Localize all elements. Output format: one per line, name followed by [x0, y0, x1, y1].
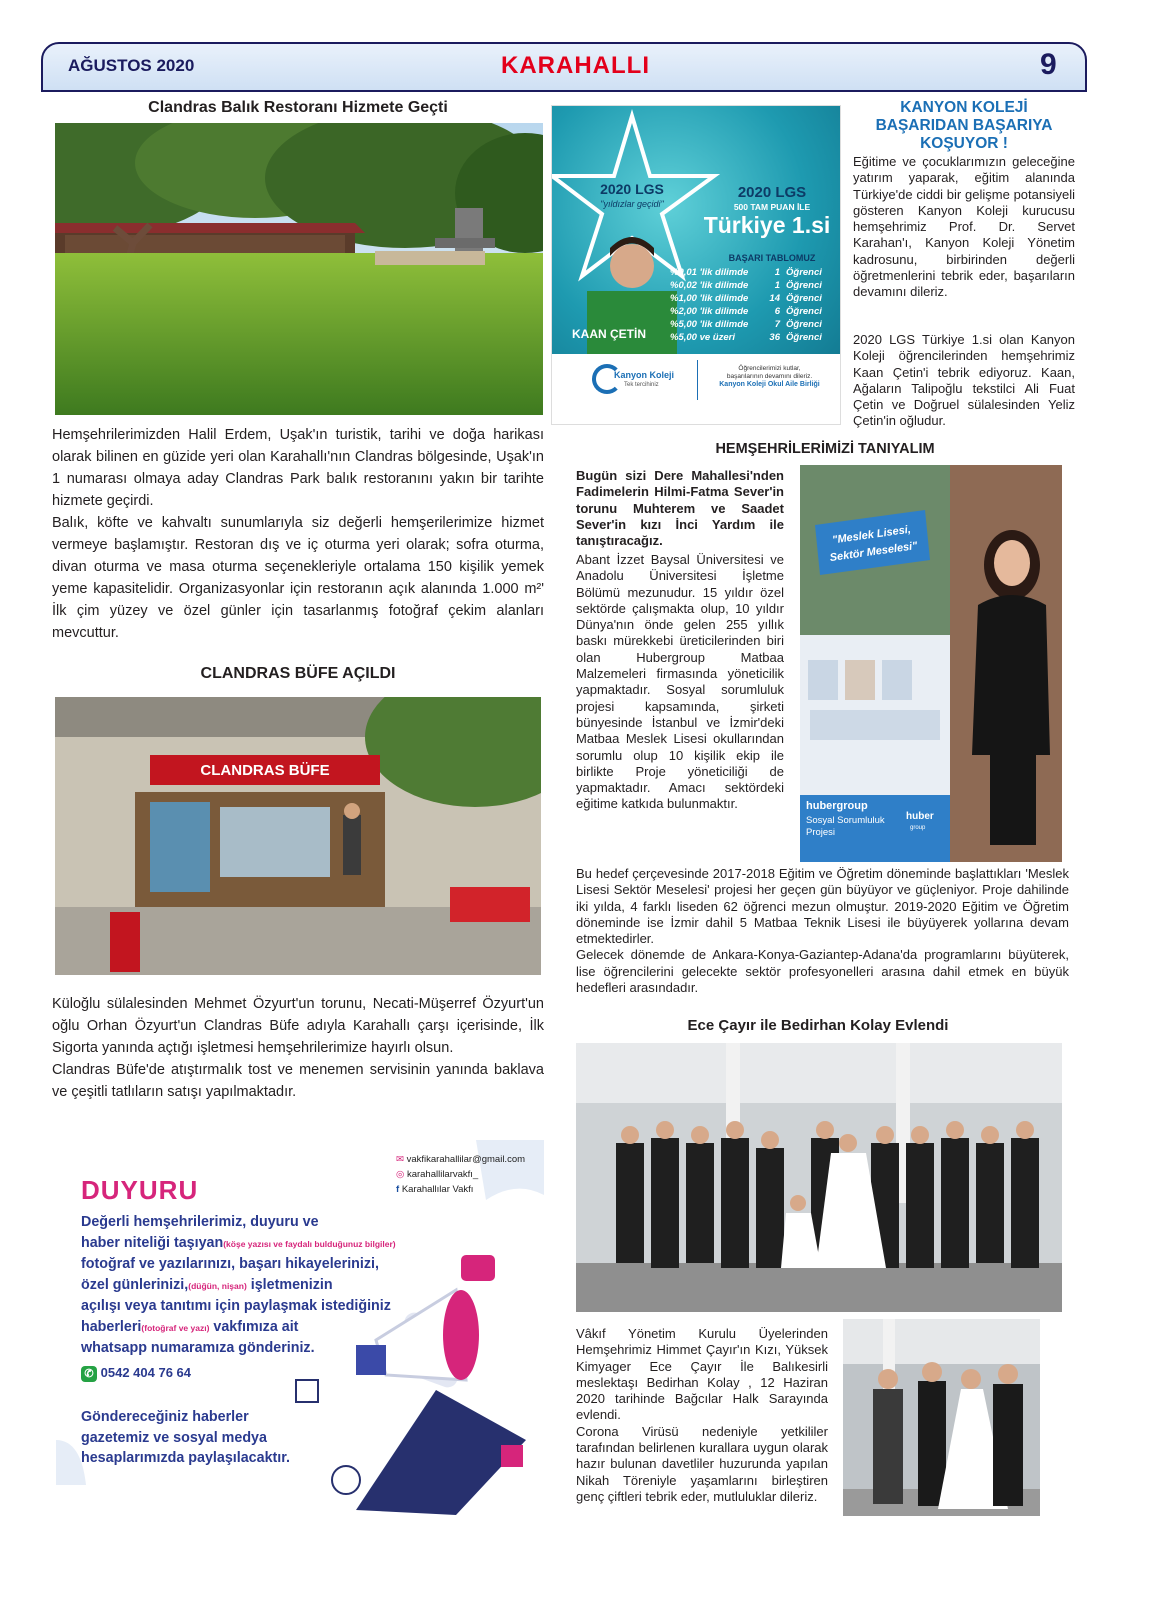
banner-quote-1: "Meslek Lisesi,	[831, 523, 912, 547]
kanyon-lgs-advert	[551, 105, 841, 425]
school-slogan: Tek tercihiniz	[624, 382, 659, 388]
article2-headline: CLANDRAS BÜFE AÇILDI	[200, 665, 396, 682]
success-table-title: BAŞARI TABLOMUZ	[728, 253, 816, 263]
success-table-row	[670, 305, 840, 318]
article1-body	[52, 424, 544, 644]
success-row-label: %0,01 'lik dilimde	[670, 267, 749, 278]
newspaper-title: KARAHALLI	[501, 52, 650, 79]
duyuru-footer-line: hesaplarımızda paylaşılacaktır.	[81, 1450, 291, 1466]
tanıyalım-continuation	[576, 866, 1069, 996]
success-row-label: %5,00 'lik dilimde	[670, 319, 749, 330]
duyuru-line-note: (fotoğraf ve yazı)	[141, 1322, 210, 1333]
success-row-unit: Öğrenci	[786, 332, 822, 343]
article1-paragraph: Hemşehrilerimizden Halil Erdem, Uşak'ın turistik, tarihi ve doğa harikası olarak bilinen en güzide yeri olan Karahallı'nın Clandras bölgesinde, Uşak'ın 1 numarası olmaya aday Clandras Park balık restoranını yakın bir tarihte hizmete geçirdi.	[52, 427, 544, 509]
badge-title: 2020 LGS	[600, 181, 664, 197]
instagram-icon: ◎	[396, 1169, 407, 1180]
success-row-unit: Öğrenci	[786, 306, 822, 317]
inci-yardim-photo	[800, 465, 1062, 862]
wedding-body	[576, 1326, 828, 1505]
bufe-sign: CLANDRAS BÜFE	[200, 762, 330, 779]
ad-footer-line: Öğrencilerimizi kutlar,	[738, 365, 801, 372]
ad-title: 2020 LGS	[737, 184, 807, 201]
duyuru-line	[81, 1233, 396, 1255]
success-row-label: %5,00 ve üzeri	[670, 332, 735, 343]
banner-line-2: Projesi	[806, 827, 836, 838]
article1-headline: Clandras Balık Restoranı Hizmete Geçti	[148, 99, 448, 116]
kanyon-paragraph-2: 2020 LGS Türkiye 1.si olan Kanyon Koleji öğrencilerinden hemşehrimiz Kaan Çetin'i tebrik ediyoruz. Kaan, Ağaların Talipoğlu tekstilci Ali Fuat Çetin ve Doğruel sülalesinden Yeliz Çetin'in oğludur.	[853, 332, 1075, 429]
success-table-row	[670, 292, 840, 305]
duyuru-instagram[interactable]: karahallilarvakfı_	[406, 1169, 479, 1180]
kanyon-headline-line: KOŞUYOR !	[920, 135, 1008, 152]
success-table-row	[670, 279, 840, 292]
duyuru-line-note: (köşe yazısı ve faydalı bulduğunuz bilgiler)	[223, 1238, 396, 1249]
duyuru-line-text: haber niteliği taşıyan	[81, 1234, 224, 1251]
duyuru-line-text: vakfımıza ait	[209, 1318, 299, 1335]
duyuru-facebook[interactable]: Karahallılar Vakfı	[401, 1184, 474, 1195]
duyuru-line-text: haberleri	[81, 1318, 142, 1335]
duyuru-line	[81, 1317, 396, 1339]
kanyon-headline	[851, 99, 1077, 153]
success-row-count: 14	[769, 293, 780, 304]
duyuru-line	[81, 1275, 396, 1297]
ad-footer-line: Kanyon Koleji Okul Aile Birliği	[719, 381, 820, 388]
duyuru-footer-line: gazetemiz ve sosyal medya	[81, 1429, 267, 1446]
success-row-label: %0,02 'lik dilimde	[670, 280, 749, 291]
ad-footer-line: başarılarının devamını dileriz.	[726, 373, 813, 380]
bufe-photo	[55, 697, 541, 975]
issue-date: AĞUSTOS 2020	[68, 56, 195, 75]
ad-divider	[697, 360, 698, 400]
kanyon-paragraph-1: Eğitime ve çocuklarımızın geleceğine yatırım yaparak, eğitim alanında Türkiye'de ciddi bir gelişme potansiyeli gösteren Kanyon Koleji kurucusu hemşehrimiz Prof. Dr. Servet Karahan'ı, Kanyon Koleji Yönetim kadrosunu, birbirinden değerli öğretmenlerini tebrik eder, başarıların devamını dileriz.	[853, 154, 1075, 300]
facebook-icon: f	[396, 1184, 402, 1195]
duyuru-message	[81, 1212, 396, 1359]
duyuru-email[interactable]: vakfikarahallilar@gmail.com	[406, 1154, 526, 1165]
wedding-couple-photo	[843, 1319, 1040, 1516]
duyuru-line-text: işletmenizin	[246, 1276, 333, 1293]
success-row-label: %1,00 'lik dilimde	[670, 293, 749, 304]
duyuru-line-text: özel günlerinizi,	[81, 1276, 189, 1293]
success-table-row	[670, 318, 840, 331]
wedding-group-photo	[576, 1043, 1062, 1312]
success-row-unit: Öğrenci	[786, 293, 822, 304]
banner-quote-2: Sektör Meselesi"	[828, 539, 919, 565]
duyuru-whatsapp	[81, 1365, 191, 1382]
school-name: Kanyon Koleji	[614, 370, 675, 380]
banner-logo-sub: group	[910, 825, 926, 831]
kanyon-headline-line: KANYON KOLEJİ	[900, 99, 1028, 116]
page-number: 9	[1040, 48, 1057, 81]
tanıyalım-paragraph: Bu hedef çerçevesinde 2017-2018 Eğitim ve Öğretim döneminde başlattıkları 'Meslek Lisesi Sektör Meselesi' projesi her geçen gün büyüyor ve güçleniyor. Proje dahilinde iki yılda, 4 farklı liseden 62 öğrenci mezun olmuştur. 2019-2020 Eğitim ve Öğretim döneminde ise İzmir dahil 5 Matbaa Teknik Lisesi ile büyüyerek yollarına devam etmektedirler.	[576, 866, 1069, 947]
success-row-count: 36	[769, 332, 780, 343]
wedding-paragraph: Corona Virüsü nedeniyle yetkililer tarafından belirlenen kurallara uygun olarak hazır bulunan davetliler huzurunda yapılan Nikah Töreniyle yaşamlarını birleştiren genç çiftleri tebrik eder, mutluluklar dileriz.	[576, 1423, 828, 1504]
duyuru-footer-line: Göndereceğiniz haberler	[81, 1409, 249, 1425]
banner-logo: huber	[906, 811, 934, 822]
success-row-count: 7	[774, 319, 780, 330]
student-photo	[587, 291, 677, 354]
article2-paragraph: Küloğlu sülalesinden Mehmet Özyurt'un torunu, Necati-Müşerref Özyurt'un oğlu Orhan Özyurt'un Clandras Büfe adıyla Karahallı çarşı içerisinde, İlk Sigorta yanında açtığı işletmesi hemşehrilerimize hayırlı olsun.	[52, 996, 544, 1056]
duyuru-footer	[81, 1407, 290, 1469]
ad-footer-text	[702, 365, 837, 389]
success-table-row	[670, 266, 840, 279]
success-row-unit: Öğrenci	[786, 280, 822, 291]
tanıyalım-paragraph: Gelecek dönemde de Ankara-Konya-Gaziantep-Adana'da programlarını büyüterek, lise öğrencilerini gelecekte sektör profesyonelleri arasına dahil etmek en büyük hedefleri arasındadır.	[576, 947, 1069, 996]
wedding-headline: Ece Çayır ile Bedirhan Kolay Evlendi	[687, 1017, 949, 1034]
student-name: KAAN ÇETİN	[572, 327, 646, 341]
duyuru-line: Değerli hemşehrilerimiz, duyuru ve	[81, 1214, 319, 1230]
article1-paragraph: Balık, köfte ve kahvaltı sunumlarıyla siz değerli hemşerilerimize hizmet vermeye başlamıştır. Restoran dış ve iç oturma yeri olarak; sofra oturma, divan oturma ve masa oturma seçenekleriyle ortalama 150 kişilik yemek yeme kapasitelidir. Organizasyonlar için restoranın açık alanında 1.000 m²' İlk çim yüzey ve özel günler için tasarlanmış fotoğraf çekim alanları mevcuttur.	[52, 515, 544, 641]
whatsapp-icon: ✆	[81, 1366, 97, 1382]
kanyon-headline-line: BAŞARIDAN BAŞARIYA	[875, 117, 1053, 134]
article2-body	[52, 993, 544, 1103]
success-row-unit: Öğrenci	[786, 267, 822, 278]
article2-paragraph: Clandras Büfe'de atıştırmalık tost ve menemen servisinin yanında baklava ve çeşitli tatlıların satışı yapılmaktadır.	[52, 1062, 544, 1100]
success-row-count: 6	[774, 306, 780, 317]
duyuru-announcement	[56, 1140, 544, 1515]
duyuru-contacts	[396, 1152, 525, 1197]
success-table	[670, 266, 840, 344]
banner-line-1: Sosyal Sorumluluk	[806, 815, 885, 826]
duyuru-title: DUYURU	[81, 1175, 199, 1205]
mail-icon: ✉	[396, 1154, 407, 1165]
tanıyalım-body: Abant İzzet Baysal Üniversitesi ve Anadolu Üniversitesi İşletme Bölümü mezunudur. 15 yıldır özel sektörde çalışmakta olup, 10 yıldır Dünya'nın önde gelen 255 yıllık baskı mürekkebi üreticilerinden biri olan Hubergroup Matbaa Malzemeleri firmasında yöneticilik yapmaktadır. Sosyal sorumluluk projesi kapsamında, şirketi bünyesinde İstanbul ve İzmir'deki Matbaa Meslek Lisesi okullarından sorumlu olup 10 kişilik ekip ile birlikte Proje yöneticiliği de yapmaktadır. Amacı sektördeki eğitime katkıda bulunmaktır.	[576, 552, 784, 812]
duyuru-line: fotoğraf ve yazılarınızı, başarı hikayelerinizi,	[81, 1256, 379, 1272]
duyuru-line: whatsapp numaramıza gönderiniz.	[81, 1340, 315, 1356]
tanıyalım-headline: HEMŞEHRİLERİMİZİ TANIYALIM	[715, 441, 935, 457]
tanıyalım-intro: Bugün sizi Dere Mahallesi'nden Fadimelerin Hilmi-Fatma Sever'in torunu Muhterem ve Saadet Sever'in kızı İnci Yardım ile tanıştıracağız.	[576, 468, 784, 549]
ad-subtitle: 500 TAM PUAN İLE	[733, 202, 811, 212]
success-row-label: %2,00 'lik dilimde	[670, 306, 749, 317]
duyuru-line: açılışı veya tanıtımı için paylaşmak istediğiniz	[81, 1298, 391, 1314]
success-row-count: 1	[774, 280, 780, 291]
restaurant-photo	[55, 123, 543, 415]
wedding-paragraph: Vâkıf Yönetim Kurulu Üyelerinden Hemşehrimiz Himmet Çayır'ın Kızı, Yüksek Kimyager Ece Çayır İle Balıkesirli meslektaşı Bedirhan Kolay , 12 Haziran 2020 tarihinde Bağcılar Halk Sarayında evlendi.	[576, 1326, 828, 1423]
banner-brand: hubergroup	[806, 800, 868, 812]
ad-rank: Türkiye 1.si	[703, 212, 831, 238]
success-row-count: 1	[774, 267, 780, 278]
duyuru-line-note: (düğün, nişan)	[188, 1280, 247, 1291]
duyuru-phone[interactable]: 0542 404 76 64	[100, 1365, 191, 1380]
success-row-unit: Öğrenci	[786, 319, 822, 330]
success-table-row	[670, 331, 840, 344]
badge-sub: "yıldızlar geçidi"	[600, 199, 664, 209]
